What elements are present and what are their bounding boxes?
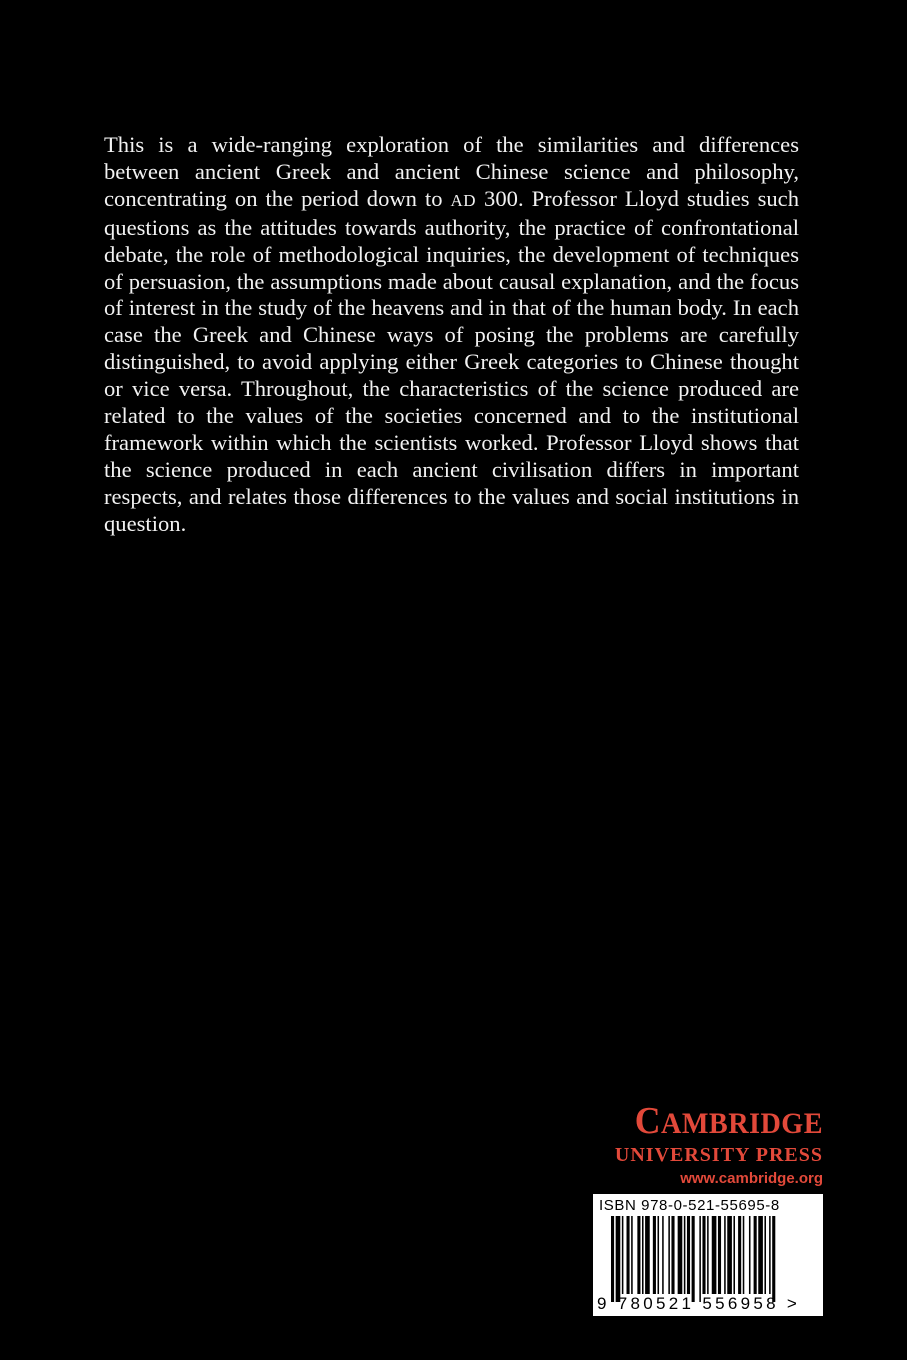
- barcode-bar: [678, 1216, 683, 1294]
- ean-digits: 9 780521 556958 >: [597, 1294, 801, 1313]
- barcode-bar: [749, 1216, 751, 1294]
- barcode-bar: [699, 1216, 701, 1302]
- publisher-press: UNIVERSITY PRESS: [614, 1144, 823, 1166]
- barcode-bar: [764, 1216, 766, 1294]
- barcode-bar: [668, 1216, 670, 1294]
- barcode-bar: [616, 1216, 621, 1302]
- barcode-bar: [754, 1216, 757, 1294]
- barcode-bar: [637, 1216, 640, 1294]
- barcode-bar: [684, 1216, 686, 1294]
- barcode-bar: [653, 1216, 656, 1294]
- barcode-bar: [645, 1216, 650, 1294]
- isbn-label: ISBN 978-0-521-55695-8: [599, 1197, 780, 1214]
- barcode-bar: [622, 1216, 624, 1294]
- barcode-bar: [758, 1216, 763, 1294]
- blurb-text-part2: 300. Professor Lloyd studies such questions as the attitudes towards authority, the practice of confrontational debate, the role of methodological inquiries, the development of techniques of persuasion, the assumptions made about causal explanation, and the focus of interest in the study of the heavens and in that of the human body. In each case the Greek and Chinese ways of posing the problems are carefully distinguished, to avoid applying either Greek categories to Chinese thought or vice versa. Throughout, the characteristics of the science produced are related to the values of the societies concerned and to the institutional framework within which the scientists worked. Professor Lloyd shows that the science produced in each ancient civilisation differs in important respects, and relates those differences to the values and social institutions in question.: [104, 185, 799, 536]
- barcode-bar: [712, 1216, 717, 1294]
- barcode-bar: [631, 1216, 633, 1294]
- barcode-bar: [687, 1216, 690, 1294]
- blurb-era-abbrev: AD: [450, 190, 477, 210]
- barcode-bar: [611, 1216, 614, 1302]
- publisher-name-initial: C: [634, 1100, 661, 1142]
- barcode-bar: [692, 1216, 695, 1302]
- publisher-name-rest: AMBRIDGE: [660, 1107, 823, 1140]
- barcode-bar: [733, 1216, 735, 1294]
- barcode-bar: [718, 1216, 721, 1294]
- publisher-logo: [563, 1100, 823, 1189]
- barcode-bar: [702, 1216, 705, 1294]
- barcode-bar: [738, 1216, 741, 1294]
- barcode-bar: [662, 1216, 664, 1294]
- blurb-text-part1: This is a wide-ranging exploration of the similarities and differences between ancient Greek and ancient Chinese science and philosophy, concentrating on the period down to: [104, 132, 799, 211]
- barcode-bar: [727, 1216, 732, 1294]
- back-cover-blurb: [104, 132, 799, 538]
- barcode-bar: [743, 1216, 745, 1294]
- barcode-bar: [724, 1216, 726, 1294]
- publisher-url: www.cambridge.org: [680, 1170, 823, 1187]
- barcode-bar: [627, 1216, 630, 1294]
- isbn-barcode: [593, 1194, 823, 1316]
- barcode-bar: [707, 1216, 709, 1294]
- barcode-bar: [772, 1216, 775, 1302]
- publisher-name: [579, 1100, 823, 1142]
- barcode-bar: [658, 1216, 660, 1294]
- barcode-bar: [769, 1216, 771, 1294]
- barcode-bar: [642, 1216, 644, 1294]
- barcode-bar: [671, 1216, 674, 1294]
